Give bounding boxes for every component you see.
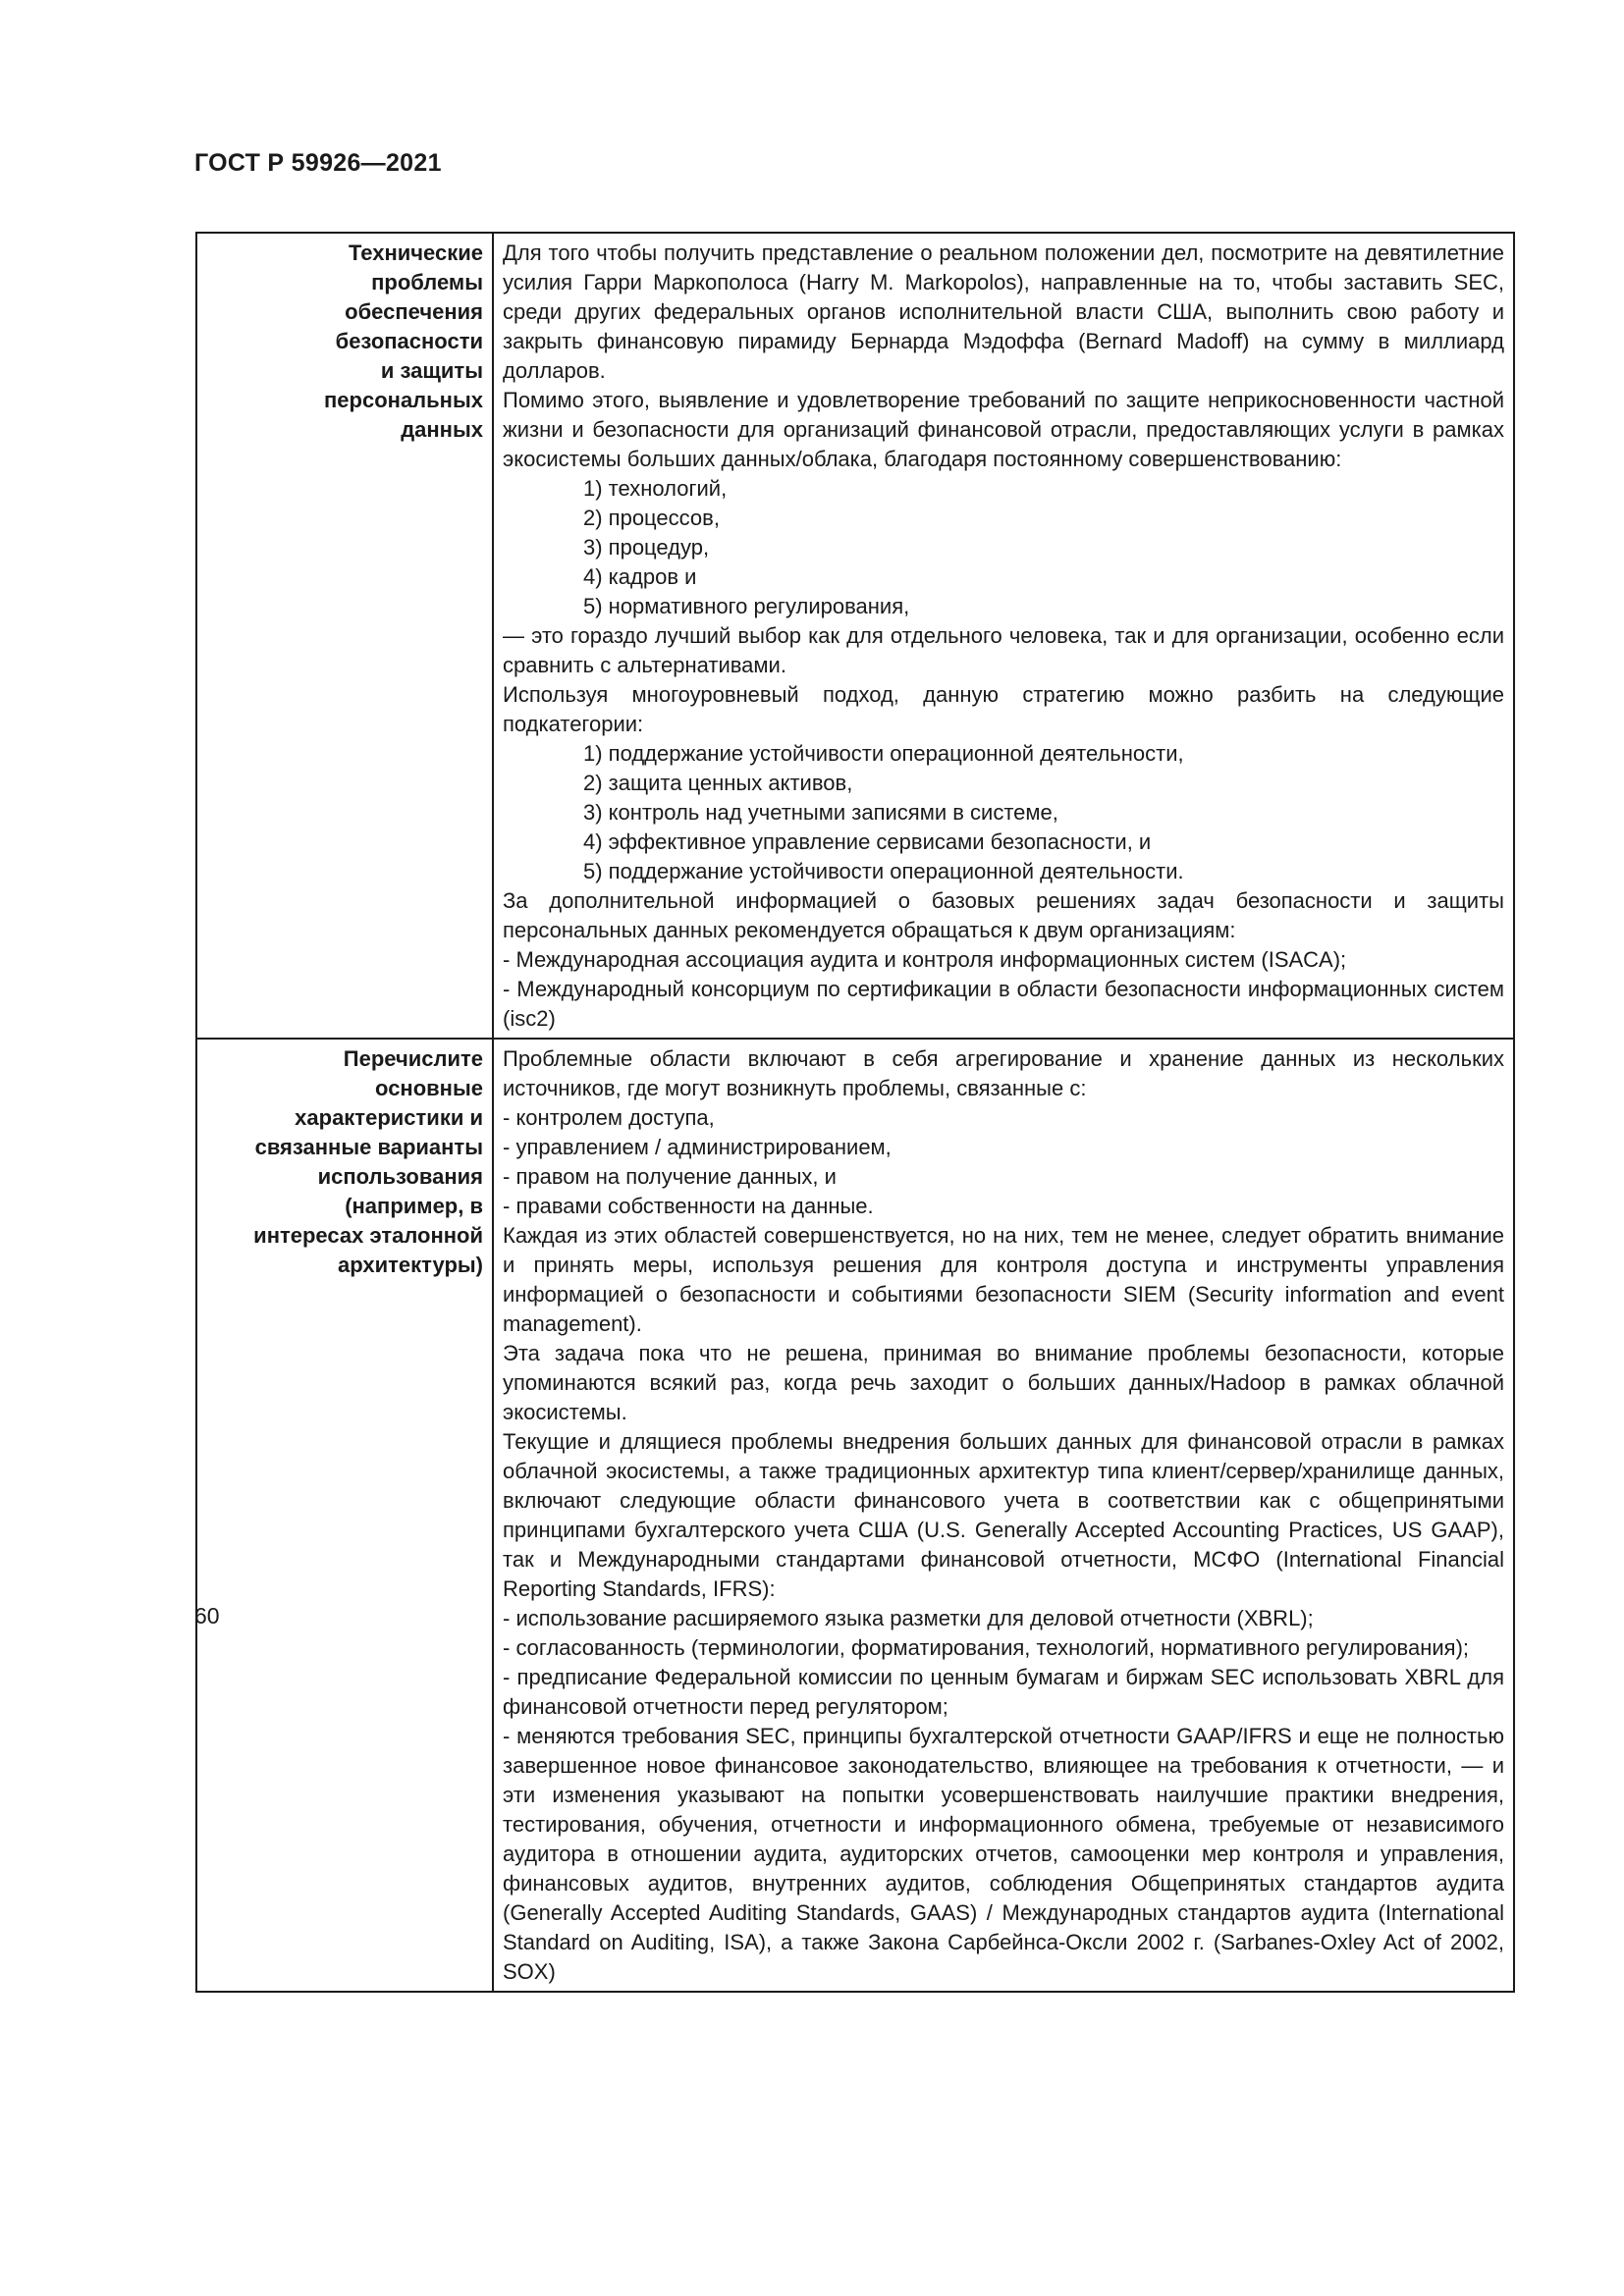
table-row: [196, 1039, 1514, 1992]
list-item: 4) эффективное управление сервисами безопасности, и: [583, 829, 1152, 854]
topic-line: характеристики и: [295, 1105, 483, 1130]
content-table: [195, 232, 1515, 1993]
page-number: 60: [194, 1603, 220, 1629]
paragraph: Для того чтобы получить представление о реальном положении дел, посмотрите на девятилетние усилия Гарри Маркополоса (Harry M. Markopolos), направленные на то, чтобы заставить SEC, среди других федеральных органов исполнительной власти США, выполнить свою работу и закрыть финансовую пирамиду Бернарда Мэдоффа (Bernard Madoff) на сумму в миллиард долларов.: [503, 240, 1504, 383]
list-item: 3) контроль над учетными записями в системе,: [583, 800, 1058, 825]
list-item: 4) кадров и: [583, 564, 697, 589]
document-header: ГОСТ Р 59926—2021: [194, 149, 442, 177]
list-item: 1) технологий,: [583, 476, 728, 501]
topic-line: основные: [375, 1076, 483, 1100]
topic-line: и защиты: [380, 358, 483, 383]
list-item: 2) защита ценных активов,: [583, 771, 853, 795]
paragraph: - согласованность (терминологии, форматирования, технологий, нормативного регулирования);: [503, 1635, 1470, 1660]
list-item: 1) поддержание устойчивости операционной деятельности,: [583, 741, 1184, 766]
topic-line: проблемы: [371, 270, 483, 294]
list-item: 3) процедур,: [583, 535, 710, 560]
paragraph: Каждая из этих областей совершенствуется, но на них, тем не менее, следует обратить внимание и принять меры, используя решения для контроля доступа и инструменты управления информацией о безопасности и событиями безопасности SIEM (Security information and event management).: [503, 1223, 1504, 1336]
paragraph: Проблемные области включают в себя агрегирование и хранение данных из нескольких источников, где могут возникнуть проблемы, связанные с:: [503, 1046, 1504, 1100]
row-description: [493, 1039, 1514, 1992]
list-item: 2) процессов,: [583, 506, 720, 530]
paragraph: - Международный консорциум по сертификации в области безопасности информационных систем (isc2): [503, 977, 1504, 1031]
topic-line: (например, в: [345, 1194, 483, 1218]
paragraph: Эта задача пока что не решена, принимая во внимание проблемы безопасности, которые упоминаются всякий раз, когда речь заходит о больших данных/Hadoop в рамках облачной экосистемы.: [503, 1341, 1504, 1424]
topic-line: обеспечения: [345, 299, 483, 324]
row-description: [493, 233, 1514, 1039]
paragraph: - Международная ассоциация аудита и контроля информационных систем (ISACA);: [503, 947, 1347, 972]
row-topic: [196, 233, 493, 1039]
table-row: [196, 233, 1514, 1039]
paragraph: - контролем доступа,: [503, 1105, 715, 1130]
paragraph: Используя многоуровневый подход, данную стратегию можно разбить на следующие подкатегории:: [503, 682, 1504, 736]
paragraph: Помимо этого, выявление и удовлетворение требований по защите неприкосновенности частной жизни и безопасности для организаций финансовой отрасли, предоставляющих услуги в рамках экосистемы больших данных/облака, благодаря постоянному совершенствованию:: [503, 388, 1504, 471]
topic-line: Технические: [348, 240, 483, 265]
paragraph: За дополнительной информацией о базовых решениях задач безопасности и защиты персональных данных рекомендуется обращаться к двум организациям:: [503, 888, 1504, 942]
paragraph: - правом на получение данных, и: [503, 1164, 837, 1189]
topic-line: персональных: [324, 388, 483, 412]
topic-line: связанные варианты: [254, 1135, 483, 1159]
topic-line: использования: [317, 1164, 483, 1189]
row-topic: [196, 1039, 493, 1992]
paragraph: - управлением / администрированием,: [503, 1135, 892, 1159]
paragraph: - использование расширяемого языка разметки для деловой отчетности (XBRL);: [503, 1606, 1314, 1630]
list-item: 5) нормативного регулирования,: [583, 594, 910, 618]
topic-line: данных: [401, 417, 483, 442]
paragraph: — это гораздо лучший выбор как для отдельного человека, так и для организации, особенно если сравнить с альтернативами.: [503, 623, 1504, 677]
topic-line: безопасности: [335, 329, 483, 353]
topic-line: архитектуры): [338, 1253, 483, 1277]
list-item: 5) поддержание устойчивости операционной деятельности.: [583, 859, 1184, 883]
topic-line: Перечислите: [343, 1046, 483, 1071]
paragraph: - правами собственности на данные.: [503, 1194, 874, 1218]
topic-line: интересах эталонной: [253, 1223, 483, 1248]
paragraph: - предписание Федеральной комиссии по ценным бумагам и биржам SEC использовать XBRL для финансовой отчетности перед регулятором;: [503, 1665, 1504, 1719]
paragraph: - меняются требования SEC, принципы бухгалтерской отчетности GAAP/IFRS и еще не полностью завершенное новое финансовое законодательство, влияющее на требования к отчетности, — и эти изменения указывают на попытки усовершенствовать наилучшие практики внедрения, тестирования, обучения, отчетности и информационного обмена, требуемые от независимого аудитора в отношении аудита, аудиторских отчетов, самооценки мер контроля и управления, финансовых аудитов, внутренних аудитов, соблюдения Общепринятых стандартов аудита (Generally Accepted Auditing Standards, GAAS) / Международных стандартов аудита (International Standard on Auditing, ISA), а также Закона Сарбейнса-Оксли 2002 г. (Sarbanes-Oxley Act of 2002, SOX): [503, 1724, 1504, 1984]
paragraph: Текущие и длящиеся проблемы внедрения больших данных для финансовой отрасли в рамках облачной экосистемы, а также традиционных архитектур типа клиент/сервер/хранилище данных, включают следующие области финансового учета в соответствии как с общепринятыми принципами бухгалтерского учета США (U.S. Generally Accepted Accounting Practices, US GAAP), так и Международными стандартами финансовой отчетности, МСФО (International Financial Reporting Standards, IFRS):: [503, 1429, 1504, 1601]
